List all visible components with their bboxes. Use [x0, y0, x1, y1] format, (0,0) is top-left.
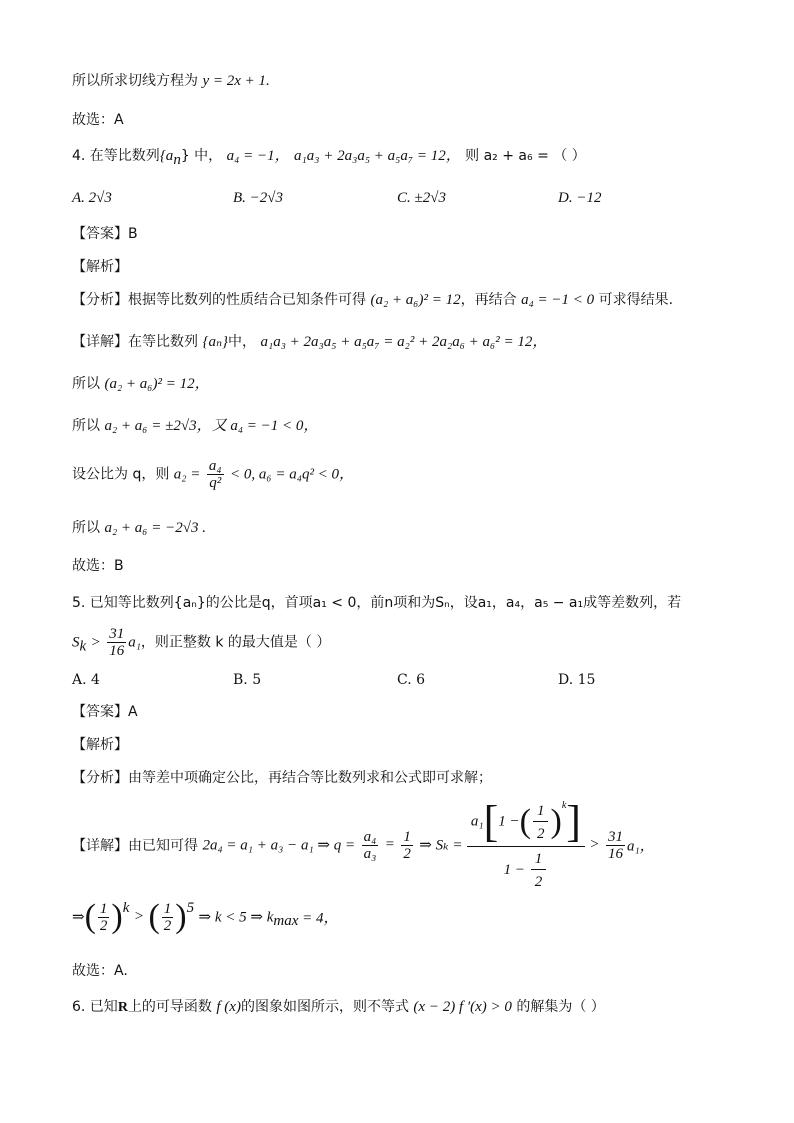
q4-option-a: A. 2√3 — [72, 190, 112, 206]
q4-step-2: 所以 a₂ + a₆ = ±2√3，又 a₄ = −1 < 0， — [72, 418, 319, 434]
q5-detail: 【详解】由已知可得 2a₄ = a₁ + a₃ − a₁ ⇒ q = $\frac{\text{a₄}}{\text{a₃}}$ = $\frac{1}{2}$ ⇒ Sₖ = a₁[1 −( $\frac{1}{2}$ )$^k$] 1 − $\frac{1}{2}$ > $\frac{31}{16}$ a₁， — [72, 797, 655, 890]
choose-a-line: 故选：A — [72, 112, 124, 128]
q5-analysis-heading: 【解析】 — [72, 737, 128, 753]
q5-option-a: A. 4 — [72, 672, 100, 688]
q4-analysis-heading: 【解析】 — [72, 259, 128, 275]
q4-fenxi: 【分析】根据等比数列的性质结合已知条件可得 (a₂ + a₆)² = 12，再结合 a₄ = −1 < 0 可求得结果. — [72, 292, 674, 308]
question-5-stem: 5. 已知等比数列{aₙ}的公比是q，首项a₁ < 0，前n项和为Sₙ，设a₁，a₄，a₅ − a₁成等差数列，若 — [72, 595, 682, 611]
q4-option-d: D. −12 — [558, 190, 602, 206]
question-5-stem-2: $S_k$ > $\frac{31}{16}$ a₁，则正整数 k 的最大值是（ ） — [72, 626, 331, 659]
q5-answer: 【答案】A — [72, 704, 138, 720]
q5-option-d: D. 15 — [558, 672, 596, 688]
q4-option-b: B. −2√3 — [233, 190, 284, 206]
q5-fraction-31-16-b: $\frac{31}{16}$ — [607, 828, 623, 862]
q5-option-c: C. 6 — [397, 672, 426, 688]
q4-fraction: $\frac{\text{a₄}}{\text{q²}}$ — [208, 458, 222, 491]
q4-step-1: 所以 (a₂ + a₆)² = 12， — [72, 376, 210, 392]
q5-sum-formula: a₁[1 −( $\frac{1}{2}$ )$^k$] 1 − $\frac{1}{2}$ — [467, 800, 585, 890]
q5-fraction-31-16: $\frac{31}{16}$ — [109, 626, 125, 659]
q4-detail: 【详解】在等比数列 {aₙ}中， a₁a₃ + 2a₃a₅ + a₅a₇ = a₂² + 2a₂a₆ + a₆² = 12， — [72, 334, 548, 350]
question-4-stem: 4. 在等比数列$\{a_n\}$ 中， a₄ = −1， a₁a₃ + 2a₃a₅ + a₅a₇ = 12， 则 a₂ + a₆ = （ ） — [72, 148, 586, 168]
q4-step-4: 所以 a₂ + a₆ = −2√3 . — [72, 520, 206, 536]
q5-option-b: B. 5 — [233, 672, 262, 688]
q4-answer: 【答案】B — [72, 226, 138, 242]
q5-fraction-half: $\frac{1}{2}$ — [403, 828, 411, 862]
q4-option-c: C. ±2√3 — [397, 190, 446, 206]
q5-fraction-a4-a3: $\frac{\text{a₄}}{\text{a₃}}$ — [363, 828, 377, 862]
tangent-line-conclusion: 所以所求切线方程为 y = 2x + 1. — [72, 73, 270, 89]
q4-choose: 故选：B — [72, 558, 124, 574]
q5-inequality: ⇒( $\frac{1}{2}$ )$^k$ > ( $\frac{1}{2}$ )$^5$ ⇒ k < 5 ⇒ $k_{max} = 4$， — [72, 898, 339, 935]
q5-choose: 故选：A. — [72, 963, 128, 979]
q4-step-3: 设公比为 q，则 a₂ = $\frac{\text{a₄}}{\text{q²}}$ < 0, a₆ = a₄q² < 0， — [72, 458, 355, 491]
q5-fenxi: 【分析】由等差中项确定公比，再结合等比数列求和公式即可求解； — [72, 770, 492, 786]
question-6-stem: 6. 已知R上的可导函数 f (x)的图象如图所示，则不等式 (x − 2) f ′(x) > 0 的解集为（ ） — [72, 999, 605, 1015]
